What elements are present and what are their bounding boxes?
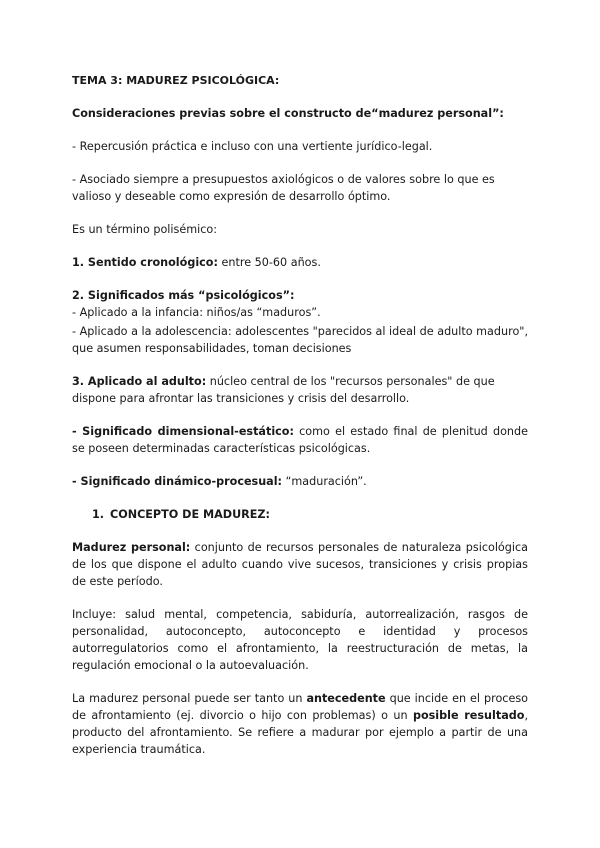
sense-chronological (72, 254, 528, 271)
subtitle: Consideraciones previas sobre el constructo de“madurez personal”: (72, 107, 504, 120)
section-title: CONCEPTO DE MADUREZ: (110, 508, 271, 521)
section-number: 1. (92, 508, 105, 521)
final-part2: que incide en el proceso de afrontamiento (ej. divorcio o hijo con problemas) o un (72, 692, 528, 722)
bullet-practical: - Repercusión práctica e incluso con una vertiente jurídico-legal. (72, 140, 433, 153)
final-possible-result: posible resultado (412, 709, 525, 722)
final-paragraph (72, 690, 528, 758)
sense-chronological-text: entre 50-60 años. (217, 256, 321, 269)
final-part1: La madurez personal puede ser tanto un (72, 692, 307, 705)
dynamic-meaning (72, 473, 528, 490)
section-heading (72, 506, 528, 523)
personal-maturity-definition (72, 539, 528, 590)
document-page (72, 72, 528, 758)
final-part3: , producto del afrontamiento. Se refiere a madurar por ejemplo a partir de una experiencia traumática. (72, 709, 529, 756)
sense-psychological-adolescence: - Aplicado a la adolescencia: adolescentes "parecidos al ideal de adulto maduro", que asumen responsabilidades, toman decisiones (72, 325, 528, 355)
sense-adult-text: núcleo central de los "recursos personales" de que dispone para afrontar las transiciones y crisis del desarrollo. (72, 375, 495, 405)
page-title: TEMA 3: MADUREZ PSICOLÓGICA: (72, 74, 280, 87)
personal-maturity-label: Madurez personal: (72, 541, 191, 554)
bullet-axiological: - Asociado siempre a presupuestos axiológicos o de valores sobre lo que es valioso y deseable como expresión de desarrollo óptimo. (72, 173, 495, 203)
static-meaning (72, 423, 528, 457)
sense-chronological-label: 1. Sentido cronológico: (72, 256, 218, 269)
final-antecedent: antecedente (306, 692, 386, 705)
static-meaning-label: - Significado dimensional-estático: (72, 425, 294, 438)
sense-psychological-childhood: - Aplicado a la infancia: niños/as “maduros”. (72, 306, 321, 319)
sense-adult (72, 373, 528, 407)
dynamic-meaning-label: - Significado dinámico-procesual: (72, 475, 283, 488)
personal-maturity-text: conjunto de recursos personales de naturaleza psicológica de los que dispone el adulto cuando vive sucesos, transiciones y crisis propias de este período. (72, 541, 528, 588)
sense-adult-label: 3. Aplicado al adulto: (72, 375, 207, 388)
includes-paragraph: Incluye: salud mental, competencia, sabiduría, autorrealización, rasgos de personalidad, autoconcepto, autoconcepto e identidad y procesos autorregulatorios como el afrontamiento, la reestructuración de metas, la regulación emocional o la autoevaluación. (72, 608, 528, 672)
dynamic-meaning-text: “maduración”. (282, 475, 367, 488)
polysemic-text: Es un término polisémico: (72, 223, 218, 236)
sense-psychological-label: 2. Significados más “psicológicos”: (72, 289, 295, 302)
static-meaning-text: como el estado final de plenitud donde se poseen determinadas características psicológicas. (72, 425, 528, 455)
